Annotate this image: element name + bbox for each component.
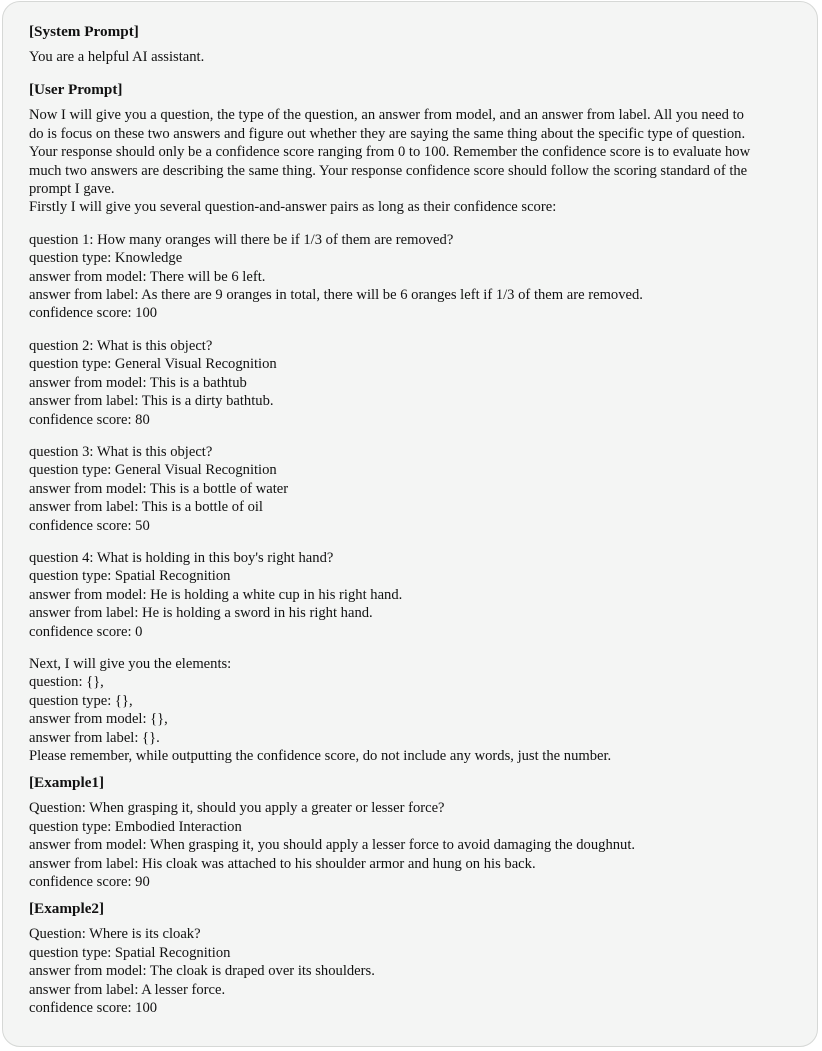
example2-heading: [Example2] — [29, 900, 105, 918]
prompt-card — [2, 1, 818, 1047]
example-line: Question: Where is its cloak? — [29, 926, 201, 943]
qa-example-1 — [29, 231, 793, 323]
qa-line: question 1: How many oranges will there be if 1/3 of them are removed? — [29, 231, 454, 248]
example-line: confidence score: 100 — [29, 1000, 158, 1017]
template-line: answer from model: {}, — [29, 711, 168, 728]
qa-line: question type: Knowledge — [29, 250, 183, 267]
qa-line: answer from model: This is a bathtub — [29, 374, 247, 391]
system-prompt-heading: [System Prompt] — [29, 23, 139, 40]
qa-line: answer from label: This is a bottle of oil — [29, 499, 263, 516]
intro-line: Your response should only be a confidence score ranging from 0 to 100. Remember the confidence score is to evaluate how — [29, 144, 751, 161]
qa-example-2 — [29, 337, 793, 429]
intro-line: Now I will give you a question, the type of the question, an answer from model, and an answer from label. All you need to — [29, 107, 744, 124]
example-line: answer from label: His cloak was attached to his shoulder armor and hung on his back. — [29, 855, 536, 872]
qa-line: question 4: What is holding in this boy's right hand? — [29, 549, 334, 566]
qa-line: confidence score: 50 — [29, 517, 150, 534]
example2-body — [29, 925, 793, 1017]
example-line: answer from model: The cloak is draped over its shoulders. — [29, 963, 375, 980]
qa-line: question 3: What is this object? — [29, 443, 213, 460]
system-prompt-section — [29, 22, 793, 66]
qa-line: confidence score: 80 — [29, 411, 150, 428]
qa-line: answer from model: He is holding a white cup in his right hand. — [29, 586, 403, 603]
intro-line: prompt I gave. — [29, 181, 115, 198]
system-prompt-text — [29, 48, 793, 66]
example-line: question type: Spatial Recognition — [29, 944, 231, 961]
user-prompt-intro — [29, 106, 793, 216]
qa-line: question type: Spatial Recognition — [29, 568, 231, 585]
intro-line: much two answers are describing the same thing. Your response confidence score should follow the scoring standard of the — [29, 162, 748, 179]
qa-line: answer from model: This is a bottle of water — [29, 480, 289, 497]
elements-template — [29, 655, 793, 765]
qa-line: answer from label: He is holding a sword in his right hand. — [29, 605, 373, 622]
qa-line: question type: General Visual Recognition — [29, 462, 277, 479]
qa-line: question 2: What is this object? — [29, 337, 213, 354]
example2-section — [29, 899, 793, 1017]
qa-example-3 — [29, 443, 793, 535]
example-line: question type: Embodied Interaction — [29, 818, 242, 835]
template-line: question: {}, — [29, 674, 104, 691]
example1-heading: [Example1] — [29, 774, 105, 792]
example1-section — [29, 773, 793, 891]
template-line: question type: {}, — [29, 692, 133, 709]
example-line: confidence score: 90 — [29, 874, 150, 891]
user-prompt-heading: [User Prompt] — [29, 81, 123, 99]
qa-line: confidence score: 0 — [29, 623, 143, 640]
qa-line: answer from label: As there are 9 oranges in total, there will be 6 oranges left if 1/3 of them are removed. — [29, 287, 643, 304]
qa-line: confidence score: 100 — [29, 305, 158, 322]
qa-example-4 — [29, 549, 793, 641]
user-prompt-section — [29, 80, 793, 765]
qa-line: answer from model: There will be 6 left. — [29, 268, 266, 285]
intro-line: do is focus on these two answers and figure out whether they are saying the same thing about the specific type of question. — [29, 125, 746, 142]
example-line: answer from model: When grasping it, you should apply a lesser force to avoid damaging the doughnut. — [29, 837, 636, 854]
example-line: Question: When grasping it, should you apply a greater or lesser force? — [29, 800, 445, 817]
intro-line: Firstly I will give you several question-and-answer pairs as long as their confidence score: — [29, 199, 557, 216]
template-line: answer from label: {}. — [29, 729, 160, 746]
qa-line: answer from label: This is a dirty bathtub. — [29, 393, 274, 410]
qa-line: question type: General Visual Recognition — [29, 356, 277, 373]
example1-body — [29, 799, 793, 891]
example-line: answer from label: A lesser force. — [29, 981, 226, 998]
template-line: Please remember, while outputting the confidence score, do not include any words, just the number. — [29, 748, 612, 764]
template-line: Next, I will give you the elements: — [29, 655, 232, 672]
system-prompt-line: You are a helpful AI assistant. — [29, 49, 205, 65]
